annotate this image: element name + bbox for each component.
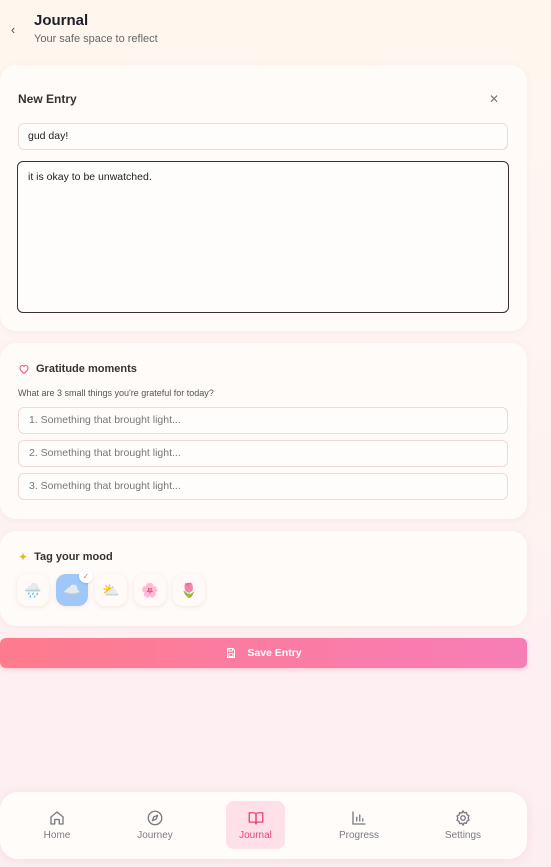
nav-settings[interactable] — [431, 801, 495, 849]
nav-home-label: Home — [43, 830, 71, 841]
nav-settings-label: Settings — [444, 830, 482, 841]
gratitude-prompt: What are 3 small things you're grateful for today? — [18, 388, 214, 398]
tulip-icon: 🌷 — [180, 581, 198, 598]
mood-sun-cloud-button[interactable] — [95, 574, 127, 606]
mood-tulip-button[interactable] — [173, 574, 205, 606]
bar-chart-icon — [350, 809, 368, 827]
save-entry-button[interactable] — [0, 638, 527, 668]
entry-body-textarea[interactable]: it is okay to be unwatched. — [17, 161, 509, 313]
save-icon — [225, 647, 237, 659]
gratitude-input-2[interactable]: 2. Something that brought light... — [18, 440, 508, 467]
nav-progress-label: Progress — [338, 830, 379, 841]
mood-rain-button[interactable] — [17, 574, 49, 606]
gratitude-input-1[interactable]: 1. Something that brought light... — [18, 407, 508, 434]
mood-blossom-button[interactable] — [134, 574, 166, 606]
gear-icon — [454, 809, 472, 827]
save-entry-label: Save Entry — [247, 647, 302, 659]
entry-title-input[interactable]: gud day! — [18, 123, 508, 150]
rain-icon: 🌧️ — [24, 581, 42, 598]
new-entry-card — [0, 65, 527, 331]
bottom-nav — [0, 792, 527, 859]
new-entry-heading: New Entry — [18, 92, 77, 106]
page-subtitle: Your safe space to reflect — [34, 33, 158, 45]
heart-icon — [18, 363, 30, 375]
home-icon — [48, 809, 66, 827]
close-icon[interactable]: ✕ — [488, 92, 500, 106]
book-open-icon — [247, 809, 265, 827]
gratitude-heading: Gratitude moments — [36, 363, 137, 375]
blossom-icon: 🌸 — [141, 581, 159, 598]
page-header — [0, 0, 551, 60]
sun-behind-cloud-icon: ⛅ — [102, 581, 120, 598]
gratitude-input-3[interactable]: 3. Something that brought light... — [18, 473, 508, 500]
mood-card — [0, 531, 527, 626]
nav-journey[interactable] — [124, 801, 186, 849]
nav-journey-label: Journey — [137, 830, 173, 841]
nav-journal[interactable] — [226, 801, 285, 849]
cloud-icon: ☁️ — [63, 581, 81, 598]
mood-cloud-button[interactable] — [56, 571, 90, 606]
nav-progress[interactable] — [326, 801, 392, 849]
compass-icon — [146, 809, 164, 827]
gratitude-header — [18, 363, 137, 375]
nav-home[interactable] — [27, 801, 87, 849]
page-title: Journal — [34, 12, 89, 29]
sparkle-icon: ✦ — [18, 550, 29, 564]
mood-heading: Tag your mood — [34, 551, 113, 563]
nav-journal-label: Journal — [239, 830, 272, 841]
mood-header — [18, 551, 113, 563]
gratitude-card — [0, 343, 527, 519]
chevron-left-icon[interactable]: ‹ — [10, 21, 16, 37]
check-icon: ✓ — [79, 569, 93, 583]
